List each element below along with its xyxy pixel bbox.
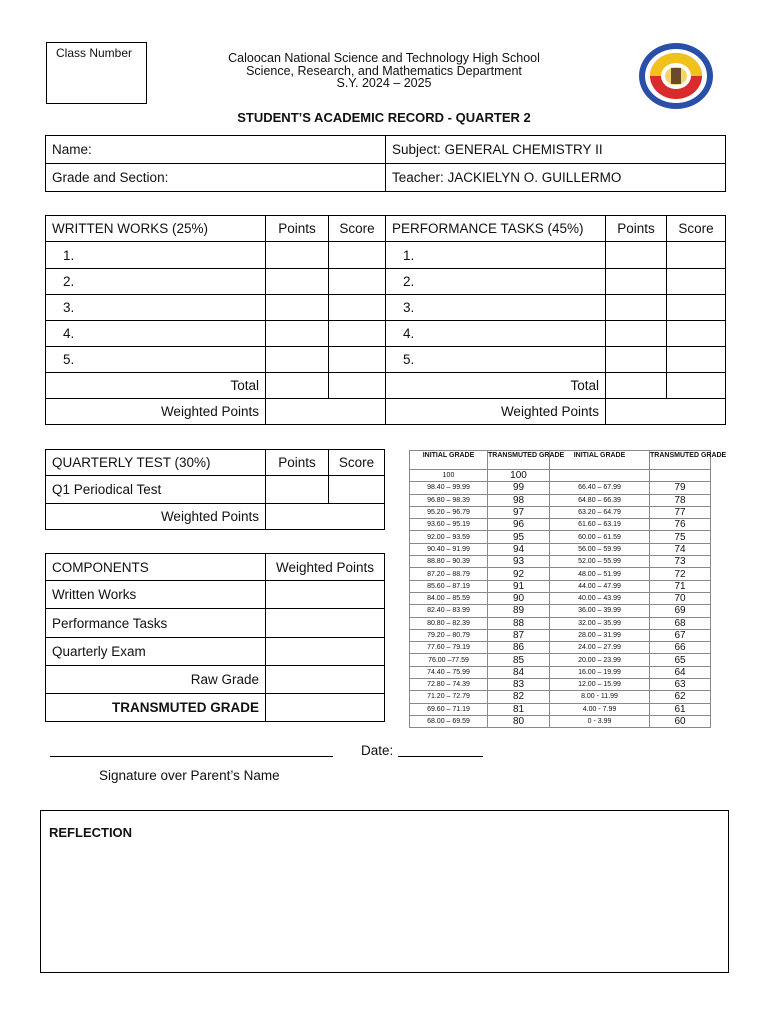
conv-cell: 61.60 – 63.19 (550, 519, 650, 531)
pt-score-cell[interactable] (667, 242, 726, 269)
pt-points-cell[interactable] (606, 295, 667, 321)
conv-cell: 94 (488, 543, 550, 555)
class-number-box[interactable] (46, 42, 147, 104)
component-label: Written Works (46, 581, 266, 609)
conv-cell (650, 470, 711, 482)
school-seal-logo (638, 42, 714, 110)
ww-score-cell[interactable] (329, 242, 386, 269)
conv-cell: 74 (650, 543, 711, 555)
conv-row (410, 715, 711, 727)
school-year: S.Y. 2024 – 2025 (336, 76, 432, 90)
conv-cell: 69 (650, 605, 711, 617)
conv-cell: 65 (650, 654, 711, 666)
ww-item-label: 3. (46, 295, 266, 321)
conv-cell (550, 470, 650, 482)
conv-cell: 68.00 – 69.59 (410, 715, 488, 727)
conv-cell: 64 (650, 666, 711, 678)
conv-cell: 86 (488, 642, 550, 654)
component-weighted-cell[interactable] (266, 638, 385, 666)
conv-cell: 56.00 – 59.99 (550, 543, 650, 555)
conv-cell: 76.00 –77.59 (410, 654, 488, 666)
conv-cell: 81 (488, 703, 550, 715)
conv-cell: 87.20 – 88.79 (410, 568, 488, 580)
conv-header-initial: INITIAL GRADE (550, 451, 650, 470)
ww-total-points-cell[interactable] (266, 373, 329, 399)
conv-cell: 96.80 – 98.39 (410, 494, 488, 506)
class-number-label: Class Number (56, 46, 133, 60)
pt-points-cell[interactable] (606, 347, 667, 373)
quarterly-test-heading: QUARTERLY TEST (30%) (46, 450, 266, 476)
pt-item-label: 1. (386, 242, 606, 269)
qt-score-cell[interactable] (329, 476, 385, 504)
ww-item-label: 4. (46, 321, 266, 347)
conv-cell: 99 (488, 482, 550, 494)
conv-cell: 79.20 – 80.79 (410, 629, 488, 641)
written-works-heading: WRITTEN WORKS (25%) (46, 216, 266, 242)
conv-cell: 95.20 – 96.79 (410, 506, 488, 518)
conv-cell: 68 (650, 617, 711, 629)
conv-row (410, 556, 711, 568)
conv-row (410, 666, 711, 678)
ww-total-label: Total (46, 373, 266, 399)
conv-cell: 87 (488, 629, 550, 641)
conv-header-initial: INITIAL GRADE (410, 451, 488, 470)
ww-points-cell[interactable] (266, 242, 329, 269)
conv-header-transmuted: TRANSMUTED GRADE (650, 451, 711, 470)
conv-row (410, 482, 711, 494)
pt-weighted-label: Weighted Points (386, 399, 606, 425)
date-line[interactable] (398, 756, 483, 757)
subject-field: Subject: GENERAL CHEMISTRY II (386, 136, 726, 164)
conv-cell: 64.80 – 66.39 (550, 494, 650, 506)
conv-cell: 36.00 – 39.99 (550, 605, 650, 617)
conv-cell: 4.00 - 7.99 (550, 703, 650, 715)
conv-cell: 60 (650, 715, 711, 727)
conv-cell: 78 (650, 494, 711, 506)
conv-cell: 32.00 – 35.99 (550, 617, 650, 629)
pt-score-cell[interactable] (667, 269, 726, 295)
qt-weighted-cell[interactable] (266, 504, 385, 530)
conv-cell: 92 (488, 568, 550, 580)
ww-points-cell[interactable] (266, 269, 329, 295)
pt-item-label: 4. (386, 321, 606, 347)
conv-cell: 85 (488, 654, 550, 666)
conv-row (410, 617, 711, 629)
ww-points-cell[interactable] (266, 295, 329, 321)
conv-cell: 71.20 – 72.79 (410, 691, 488, 703)
conv-row (410, 568, 711, 580)
component-weighted-cell[interactable] (266, 581, 385, 609)
conv-cell: 80.80 – 82.39 (410, 617, 488, 629)
page-title: STUDENT’S ACADEMIC RECORD - QUARTER 2 (237, 110, 531, 125)
conv-cell: 88 (488, 617, 550, 629)
conv-cell: 75 (650, 531, 711, 543)
school-name: Caloocan National Science and Technology High School (228, 51, 540, 65)
qt-item-label: Q1 Periodical Test (46, 476, 266, 504)
pt-score-cell[interactable] (667, 347, 726, 373)
conv-row (410, 519, 711, 531)
name-field[interactable]: Name: (46, 136, 386, 164)
conv-cell: 63.20 – 64.79 (550, 506, 650, 518)
conv-cell: 8.00 - 11.99 (550, 691, 650, 703)
works-tasks-table (45, 215, 726, 425)
conv-cell: 76 (650, 519, 711, 531)
ww-item-label: 1. (46, 242, 266, 269)
pt-item-label: 2. (386, 269, 606, 295)
conv-cell: 79 (650, 482, 711, 494)
student-info-table (45, 135, 726, 192)
conv-row (410, 629, 711, 641)
conv-row (410, 605, 711, 617)
pt-points-cell[interactable] (606, 321, 667, 347)
conv-cell: 88.80 – 90.39 (410, 556, 488, 568)
ww-score-cell[interactable] (329, 321, 386, 347)
transmuted-grade-label: TRANSMUTED GRADE (46, 694, 266, 722)
parent-signature-line[interactable] (50, 756, 333, 757)
ww-points-cell[interactable] (266, 321, 329, 347)
conv-cell: 77.60 – 79.19 (410, 642, 488, 654)
conv-cell: 70 (650, 592, 711, 604)
conv-row (410, 642, 711, 654)
conv-row (410, 580, 711, 592)
pt-total-score-cell[interactable] (667, 373, 726, 399)
conv-cell: 98 (488, 494, 550, 506)
conv-row (410, 470, 711, 482)
conv-cell: 77 (650, 506, 711, 518)
component-label: Performance Tasks (46, 609, 266, 638)
conv-cell: 89 (488, 605, 550, 617)
teacher-field: Teacher: JACKIELYN O. GUILLERMO (386, 164, 726, 192)
conv-cell: 16.00 – 19.99 (550, 666, 650, 678)
conv-row (410, 531, 711, 543)
conv-row (410, 691, 711, 703)
conv-cell: 60.00 – 61.59 (550, 531, 650, 543)
components-weighted-heading: Weighted Points (266, 554, 385, 581)
grade-section-field[interactable]: Grade and Section: (46, 164, 386, 192)
conv-row (410, 592, 711, 604)
conv-cell: 90 (488, 592, 550, 604)
ww-score-cell[interactable] (329, 269, 386, 295)
conv-cell: 92.00 – 93.59 (410, 531, 488, 543)
conv-row (410, 543, 711, 555)
transmuted-grade-cell[interactable] (266, 694, 385, 722)
conv-cell: 91 (488, 580, 550, 592)
conv-cell: 72 (650, 568, 711, 580)
conv-cell: 52.00 – 55.99 (550, 556, 650, 568)
conv-row (410, 703, 711, 715)
conv-cell: 71 (650, 580, 711, 592)
conv-cell: 40.00 – 43.99 (550, 592, 650, 604)
conv-row (410, 506, 711, 518)
qt-points-heading: Points (266, 450, 329, 476)
conv-header-transmuted: TRANSMUTED GRADE (488, 451, 550, 470)
pt-total-label: Total (386, 373, 606, 399)
pt-score-cell[interactable] (667, 295, 726, 321)
conv-cell: 72.80 – 74.39 (410, 679, 488, 691)
conv-cell: 95 (488, 531, 550, 543)
conv-cell: 83 (488, 679, 550, 691)
pt-item-label: 3. (386, 295, 606, 321)
date-label: Date: (361, 743, 394, 758)
raw-grade-label: Raw Grade (46, 666, 266, 694)
conv-cell: 93.60 – 95.19 (410, 519, 488, 531)
conv-cell: 82.40 – 83.99 (410, 605, 488, 617)
ww-score-cell[interactable] (329, 295, 386, 321)
conv-cell: 12.00 – 15.99 (550, 679, 650, 691)
qt-score-heading: Score (329, 450, 385, 476)
conv-cell: 28.00 – 31.99 (550, 629, 650, 641)
conv-cell: 48.00 – 51.99 (550, 568, 650, 580)
components-table (45, 553, 385, 722)
component-weighted-cell[interactable] (266, 609, 385, 638)
conv-cell: 61 (650, 703, 711, 715)
conv-cell: 20.00 – 23.99 (550, 654, 650, 666)
ww-points-heading: Points (266, 216, 329, 242)
conv-cell: 62 (650, 691, 711, 703)
reflection-box[interactable] (40, 810, 729, 973)
ww-score-cell[interactable] (329, 347, 386, 373)
pt-points-cell[interactable] (606, 242, 667, 269)
ww-score-heading: Score (329, 216, 386, 242)
department-name: Science, Research, and Mathematics Department (246, 64, 522, 78)
conv-cell: 84.00 – 85.59 (410, 592, 488, 604)
qt-weighted-label: Weighted Points (46, 504, 266, 530)
conv-row (410, 679, 711, 691)
raw-grade-cell[interactable] (266, 666, 385, 694)
conv-cell: 74.40 – 75.99 (410, 666, 488, 678)
conv-cell: 100 (410, 470, 488, 482)
conv-cell: 44.00 – 47.99 (550, 580, 650, 592)
transmutation-table (409, 450, 727, 728)
component-label: Quarterly Exam (46, 638, 266, 666)
conv-row (410, 654, 711, 666)
pt-score-cell[interactable] (667, 321, 726, 347)
ww-weighted-cell[interactable] (266, 399, 386, 425)
conv-cell: 82 (488, 691, 550, 703)
reflection-label: REFLECTION (49, 825, 133, 840)
conv-cell: 96 (488, 519, 550, 531)
pt-total-points-cell[interactable] (606, 373, 667, 399)
pt-item-label: 5. (386, 347, 606, 373)
ww-weighted-label: Weighted Points (46, 399, 266, 425)
conv-cell: 24.00 – 27.99 (550, 642, 650, 654)
conv-cell: 85.60 – 87.19 (410, 580, 488, 592)
quarterly-test-table (45, 449, 385, 530)
conv-cell: 0 - 3.99 (550, 715, 650, 727)
conv-cell: 84 (488, 666, 550, 678)
pt-points-heading: Points (606, 216, 667, 242)
pt-score-heading: Score (667, 216, 726, 242)
conv-cell: 98.40 – 99.99 (410, 482, 488, 494)
conv-cell: 66 (650, 642, 711, 654)
performance-tasks-heading: PERFORMANCE TASKS (45%) (386, 216, 606, 242)
parent-signature-label: Signature over Parent’s Name (99, 768, 280, 783)
qt-points-cell[interactable] (266, 476, 329, 504)
conv-cell: 97 (488, 506, 550, 518)
conv-cell: 66.40 – 67.99 (550, 482, 650, 494)
ww-item-label: 2. (46, 269, 266, 295)
conv-cell: 73 (650, 556, 711, 568)
conv-cell: 80 (488, 715, 550, 727)
ww-points-cell[interactable] (266, 347, 329, 373)
conv-row (410, 494, 711, 506)
pt-points-cell[interactable] (606, 269, 667, 295)
ww-item-label: 5. (46, 347, 266, 373)
conv-cell: 90.40 – 91.99 (410, 543, 488, 555)
components-heading: COMPONENTS (46, 554, 266, 581)
conv-cell: 63 (650, 679, 711, 691)
ww-total-score-cell[interactable] (329, 373, 386, 399)
conv-cell: 69.60 – 71.19 (410, 703, 488, 715)
conv-cell: 67 (650, 629, 711, 641)
conv-cell: 100 (488, 470, 550, 482)
pt-weighted-cell[interactable] (606, 399, 726, 425)
conv-cell: 93 (488, 556, 550, 568)
